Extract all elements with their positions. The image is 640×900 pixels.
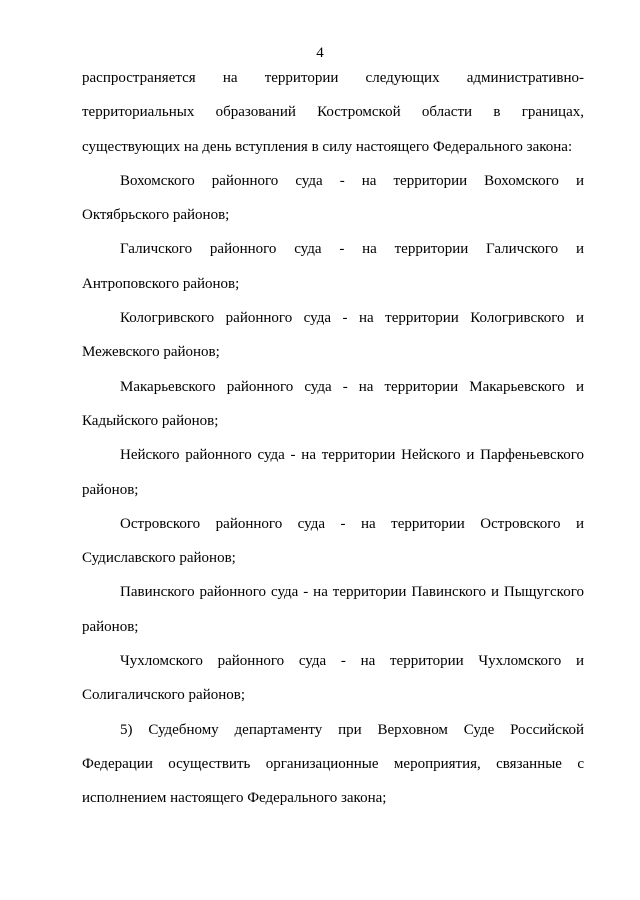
text-line: существующих на день вступления в силу настоящего Федерального закона: <box>82 138 573 155</box>
document-body <box>82 61 584 816</box>
text-line: исполнением настоящего Федерального закона; <box>82 790 387 807</box>
text-line: Галичского районного суда - на территории Галичского и <box>120 241 584 258</box>
text-line: территориальных образований Костромской области в границах, <box>82 104 584 121</box>
text-line: Октябрьского районов; <box>82 207 230 224</box>
text-line: Макарьевского районного суда - на территории Макарьевского и <box>120 378 584 395</box>
text-line: районов; <box>82 618 139 635</box>
text-line: Солигаличского районов; <box>82 687 245 704</box>
text-line: распространяется на территории следующих административно- <box>82 70 584 86</box>
text-line: Кадыйского районов; <box>82 412 219 429</box>
text-line: Чухломского районного суда - на территории Чухломского и <box>120 653 584 670</box>
text-line: Нейского районного суда - на территории Нейского и Парфеньевского <box>120 447 584 464</box>
text-line: Кологривского районного суда - на территории Кологривского и <box>120 310 584 327</box>
text-line: Вохомского районного суда - на территории Вохомского и <box>120 172 584 189</box>
text-line: Антроповского районов; <box>82 275 240 292</box>
text-line: 5) Судебному департаменту при Верховном Суде Российской <box>120 721 584 738</box>
text-line: районов; <box>82 481 139 498</box>
text-line: Павинского районного суда - на территории Павинского и Пыщугского <box>120 584 584 601</box>
text-line: Межевского районов; <box>82 344 220 361</box>
text-line: Федерации осуществить организационные мероприятия, связанные с <box>82 755 584 772</box>
page-number: 4 <box>316 45 324 61</box>
text-line: Судиславского районов; <box>82 550 236 567</box>
text-line: Островского районного суда - на территории Островского и <box>120 515 584 532</box>
